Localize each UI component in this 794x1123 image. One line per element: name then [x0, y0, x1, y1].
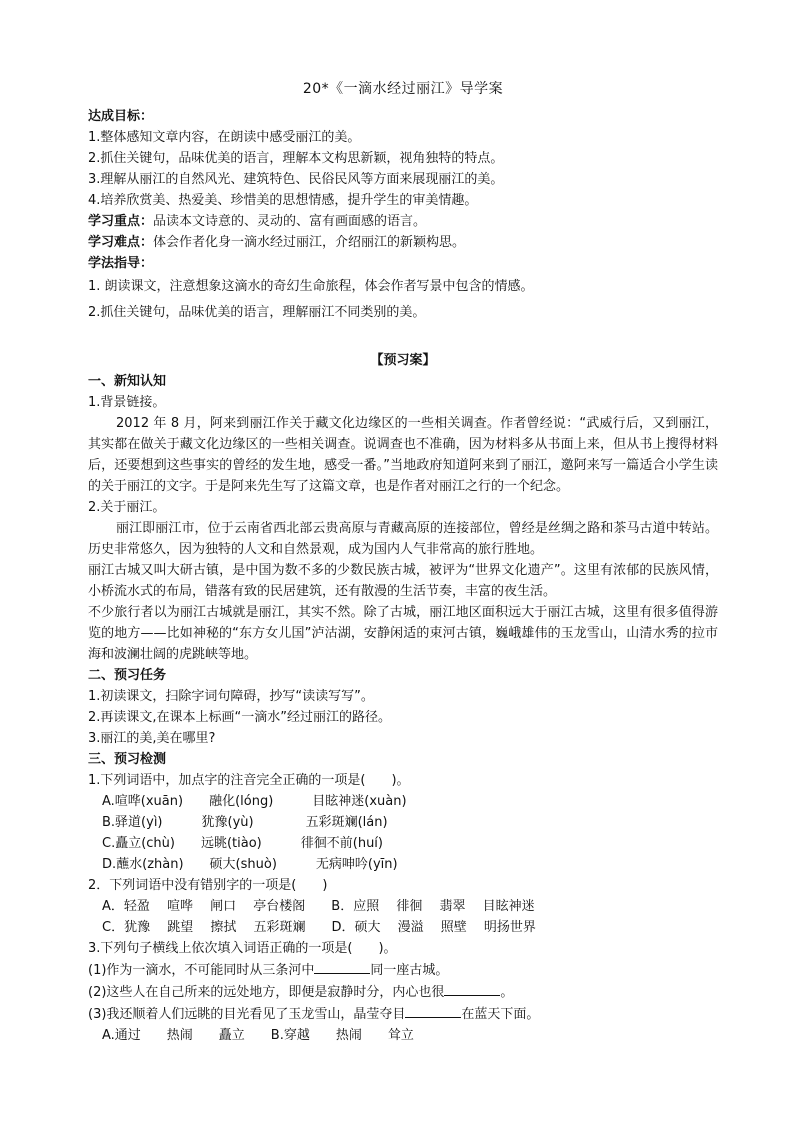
goal-item: 3.理解从丽江的自然风光、建筑特色、民俗民风等方面来展现丽江的美。 — [88, 172, 504, 187]
background-heading: 1.背景链接。 — [88, 395, 166, 410]
question-1-option: B.驿道(yì) 犹豫(yù) 五彩斑斓(lán) — [102, 815, 388, 830]
part3-heading: 三、预习检测 — [88, 752, 167, 767]
document-page — [88, 74, 718, 1046]
answer-blank[interactable] — [314, 959, 370, 974]
about-paragraph: 丽江即丽江市，位于云南省西北部云贵高原与青藏高原的连接部位，曾经是丝绸之路和茶马古道中转站。历史非常悠久，因为独特的人文和自然景观，成为国内人气非常高的旅行胜地。 — [88, 521, 718, 557]
question-1-option: A.喧哗(xuān) 融化(lóng) 目眩神迷(xuàn) — [102, 794, 407, 809]
difficulty-text: 体会作者化身一滴水经过丽江，介绍丽江的新颖构思。 — [153, 235, 466, 250]
task-item: 3.丽江的美,美在哪里? — [88, 731, 216, 746]
question-1-option: C.矗立(chù) 远眺(tiào) 徘徊不前(huí) — [102, 836, 383, 851]
difficulty — [88, 232, 718, 253]
question-2-option: A．轻盈 喧哗 闸口 亭台楼阁 B．应照 徘徊 翡翠 目眩神迷 — [102, 899, 535, 914]
sentence-text: 同一座古城。 — [370, 963, 449, 978]
question-3-sentence — [88, 981, 718, 1003]
about-paragraph: 不少旅行者以为丽江古城就是丽江，其实不然。除了古城，丽江地区面积远大于丽江古城，这里有很多值得游览的地方——比如神秘的“东方女儿国”泸沽湖，安静闲适的束河古镇，巍峨雄伟的玉龙雪山，山清水秀的拉市海和波澜壮阔的虎跳峡等地。 — [88, 605, 718, 662]
goal-item: 1.整体感知文章内容，在朗读中感受丽江的美。 — [88, 130, 361, 145]
sentence-text: (1)作为一滴水，不可能同时从三条河中 — [88, 963, 315, 978]
question-3-sentence — [88, 1003, 718, 1025]
method-item: 1. 朗读课文，注意想象这滴水的奇幻生命旅程，体会作者写景中包含的情感。 — [88, 279, 534, 294]
sentence-text: 在蓝天下面。 — [461, 1007, 540, 1022]
difficulty-label: 学习难点： — [88, 235, 154, 250]
about-heading: 2.关于丽江。 — [88, 500, 166, 515]
goal-item: 4.培养欣赏美、热爱美、珍惜美的思想情感，提升学生的审美情趣。 — [88, 193, 478, 208]
task-item: 2.再读课文,在课本上标画“一滴水”经过丽江的路径。 — [88, 710, 392, 725]
key-point — [88, 211, 718, 232]
goals-heading: 达成目标： — [88, 109, 154, 124]
question-2-option: C．犹豫 跳望 擦拭 五彩斑斓 D．硕大 漫溢 照壁 明扬世界 — [102, 920, 536, 935]
sentence-text: 。 — [500, 985, 514, 1000]
goal-item: 2.抓住关键句，品味优美的语言，理解本文构思新颖，视角独特的特点。 — [88, 151, 504, 166]
method-heading: 学法指导： — [88, 256, 154, 271]
question-3-stem: 3.下列句子横线上依次填入词语正确的一项是( )。 — [88, 941, 397, 956]
key-point-text: 品读本文诗意的、灵动的、富有画面感的语言。 — [153, 214, 427, 229]
question-1-stem: 1.下列词语中，加点字的注音完全正确的一项是( )。 — [88, 773, 410, 788]
sentence-text: (2)这些人在自己所来的远处地方，即便是寂静时分，内心也很 — [88, 985, 445, 1000]
key-point-label: 学习重点： — [88, 214, 154, 229]
answer-blank[interactable] — [444, 981, 500, 996]
question-2-stem: 2．下列词语中没有错别字的一项是( ) — [88, 878, 328, 893]
method-item: 2.抓住关键句，品味优美的语言，理解丽江不同类别的美。 — [88, 305, 426, 320]
about-paragraph: 丽江古城又叫大研古镇，是中国为数不多的少数民族古城，被评为“世界文化遗产”。这里有浓郁的民族风情，小桥流水式的布局，错落有致的民居建筑，还有散漫的生活节奏，丰富的夜生活。 — [88, 563, 718, 599]
page-title: 20*《一滴水经过丽江》导学案 — [302, 81, 504, 97]
task-item: 1.初读课文，扫除字词句障碍，抄写“读读写写”。 — [88, 689, 374, 704]
answer-blank[interactable] — [405, 1003, 461, 1018]
part1-heading: 一、新知认知 — [88, 374, 167, 389]
preview-title: 【预习案】 — [370, 353, 436, 368]
sentence-text: (3)我还顺着人们远眺的目光看见了玉龙雪山，晶莹夺目 — [88, 1007, 406, 1022]
question-1-option: D.蘸水(zhàn) 硕大(shuò) 无病呻吟(yīn) — [102, 857, 398, 872]
question-3-sentence — [88, 959, 718, 981]
part2-heading: 二、预习任务 — [88, 668, 167, 683]
question-3-options: A.通过 热闹 矗立 B.穿越 热闹 耸立 — [102, 1028, 414, 1043]
background-text: 2012 年 8 月，阿来到丽江作关于藏文化边缘区的一些相关调查。作者曾经说：“武威行后，又到丽江，其实都在做关于藏文化边缘区的一些相关调查。说调查也不准确，因为材料多从书面上来，但从书上搜得材料后，还要想到这些事实的曾经的发生地，感受一番。”当地政府知道阿来到了丽江，邀阿来写一篇适合小学生读的关于丽江的文字。于是阿来先生写了这篇文章，也是作者对丽江之行的一个纪念。 — [88, 416, 718, 494]
